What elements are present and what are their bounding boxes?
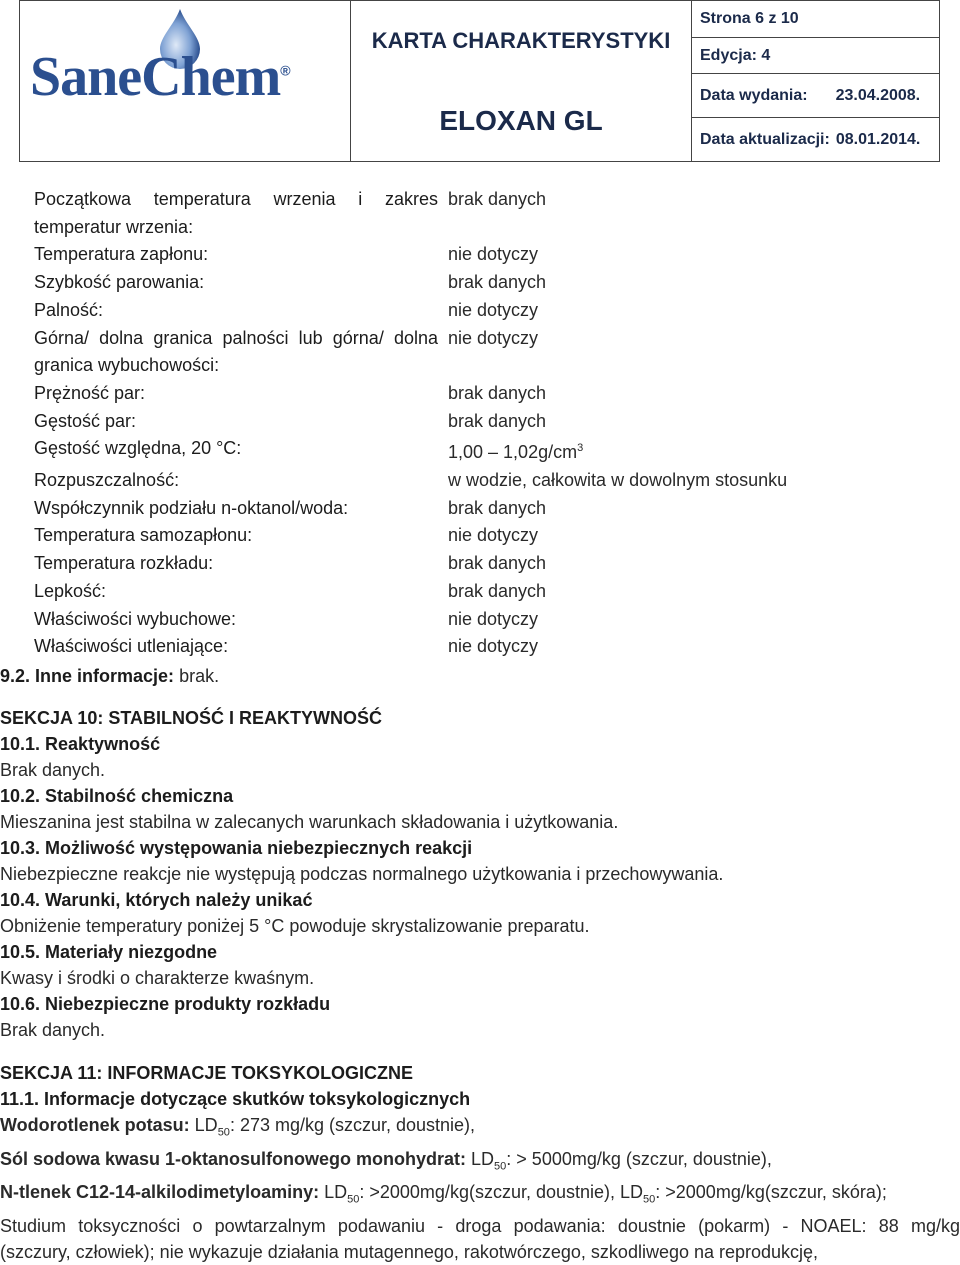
property-label: Lepkość: — [34, 580, 107, 601]
subsection-heading: 11.1. Informacje dotyczące skutków toksykologicznych — [0, 1089, 471, 1109]
property-row — [34, 550, 934, 578]
property-label: Temperatura samozapłonu: — [34, 525, 253, 546]
section-10-title: SEKCJA 10: STABILNOŚĆ I REAKTYWNOŚĆ — [0, 708, 383, 728]
substance-name: Wodorotlenek potasu: — [0, 1115, 190, 1135]
property-value: brak danych — [448, 497, 547, 518]
subsection-text: Brak danych. — [0, 760, 106, 780]
subsection-heading: 10.1. Reaktywność — [0, 734, 161, 754]
property-label: Temperatura rozkładu: — [34, 553, 214, 574]
property-label: Gęstość względna, 20 °C: — [34, 438, 242, 459]
logo-cell — [20, 1, 351, 161]
property-row — [34, 606, 934, 634]
property-label: Gęstość par: — [34, 410, 137, 431]
subsection-heading: 10.4. Warunki, których należy unikać — [0, 890, 313, 910]
property-value — [438, 435, 583, 467]
subsection-text: Niebezpieczne reakcje nie występują podczas normalnego użytkowania i przechowywania. — [0, 864, 724, 884]
other-info-label: 9.2. Inne informacje: — [0, 666, 175, 686]
property-label: Prężność par: — [34, 382, 146, 403]
property-value: nie dotyczy — [448, 327, 539, 348]
subsection-heading: 10.2. Stabilność chemiczna — [0, 786, 234, 806]
substance-name: N-tlenek C12-14-alkilodimetyloaminy: — [0, 1182, 320, 1203]
section-10 — [0, 705, 960, 1043]
property-label: Właściwości utleniające: — [34, 636, 229, 657]
tox-study-line: Studium toksyczności o powtarzalnym podawaniu - droga podawania: doustnie (pokarm) - NOAEL: 88 mg/kg — [0, 1215, 960, 1236]
property-row — [34, 467, 934, 495]
update-date-row — [692, 118, 939, 161]
property-value: brak danych — [448, 553, 547, 574]
tox-study-line: (szczury, człowiek); nie wykazuje działania mutagennego, rakotwórczego, szkodliwego na reprodukcję, — [0, 1241, 819, 1262]
property-value: nie dotyczy — [448, 636, 539, 657]
property-value: brak danych — [448, 272, 547, 293]
issue-date-label: Data wydania: — [700, 86, 808, 104]
property-value: w wodzie, całkowita w dowolnym stosunku — [448, 470, 788, 491]
section-11-title: SEKCJA 11: INFORMACJE TOKSYKOLOGICZNE — [0, 1063, 414, 1083]
other-info — [0, 663, 960, 689]
property-value: brak danych — [448, 580, 547, 601]
density-unit-exponent: 3 — [577, 442, 584, 455]
property-label: Początkowa temperatura wrzenia i zakres temperatur wrzenia: — [34, 189, 438, 237]
section-11 — [0, 1060, 960, 1265]
property-value: nie dotyczy — [448, 608, 539, 629]
subsection-heading: 10.5. Materiały niezgodne — [0, 942, 218, 962]
ld-label: LD — [319, 1182, 348, 1203]
property-label: Współczynnik podziału n-oktanol/woda: — [34, 497, 349, 518]
ld-value: : >2000mg/kg(szczur, doustnie), LD — [359, 1182, 644, 1203]
property-row — [34, 269, 934, 297]
property-value: brak danych — [448, 382, 547, 403]
title-cell — [351, 1, 692, 161]
property-row — [34, 380, 934, 408]
edition: Edycja: 4 — [692, 38, 939, 75]
product-name: ELOXAN GL — [439, 105, 603, 136]
ld-value: : 273 mg/kg (szczur, doustnie), — [229, 1115, 476, 1135]
ld-subscript: 50 — [217, 1126, 230, 1139]
tox-line-octanesulfonate — [0, 1146, 960, 1180]
issue-date: 23.04.2008. — [835, 86, 921, 104]
issue-date-row — [692, 74, 939, 118]
sanechem-logo: SaneChem® — [30, 46, 290, 108]
tox-line-potassium-hydroxide — [0, 1112, 960, 1146]
property-row — [34, 495, 934, 523]
property-value: brak danych — [448, 189, 547, 209]
update-date-label: Data aktualizacji: — [700, 130, 830, 148]
ld-label: LD — [189, 1115, 218, 1135]
property-row — [34, 186, 934, 241]
ld-value: : >2000mg/kg(szczur, skóra); — [655, 1182, 887, 1203]
subsection-heading: 10.3. Możliwość występowania niebezpiecznych reakcji — [0, 838, 473, 858]
property-label: Górna/ dolna granica palności lub górna/ dolna granica wybuchowości: — [34, 327, 438, 376]
property-label: Palność: — [34, 299, 104, 320]
property-row — [34, 578, 934, 606]
meta-cell — [692, 1, 939, 161]
subsection-text: Obniżenie temperatury poniżej 5 °C powoduje skrystalizowanie preparatu. — [0, 916, 590, 936]
property-row — [34, 633, 934, 661]
property-label: Temperatura zapłonu: — [34, 244, 209, 265]
property-label: Rozpuszczalność: — [34, 470, 180, 491]
property-row — [34, 408, 934, 436]
document-header — [19, 0, 940, 162]
property-row — [34, 325, 934, 380]
density-value: 1,00 – 1,02g/cm — [448, 442, 578, 463]
other-info-value: brak. — [174, 666, 220, 686]
update-date: 08.01.2014. — [835, 130, 921, 148]
ld-subscript: 50 — [643, 1193, 656, 1206]
document-type: KARTA CHARAKTERYSTYKI — [371, 28, 671, 53]
ld-subscript: 50 — [347, 1193, 360, 1206]
property-value: nie dotyczy — [448, 244, 539, 265]
ld-value: : > 5000mg/kg (szczur, doustnie), — [506, 1148, 772, 1169]
substance-name: Sól sodowa kwasu 1-oktanosulfonowego monohydrat: — [0, 1148, 467, 1169]
property-row — [34, 241, 934, 269]
property-row — [34, 435, 934, 467]
subsection-text: Mieszanina jest stabilna w zalecanych warunkach składowania i użytkowania. — [0, 812, 619, 832]
property-value: nie dotyczy — [448, 299, 539, 320]
subsection-heading: 10.6. Niebezpieczne produkty rozkładu — [0, 994, 331, 1014]
property-value: brak danych — [448, 410, 547, 431]
ld-label: LD — [466, 1148, 495, 1169]
property-label: Szybkość parowania: — [34, 272, 205, 293]
ld-subscript: 50 — [494, 1160, 507, 1173]
subsection-text: Kwasy i środki o charakterze kwaśnym. — [0, 968, 315, 988]
property-row — [34, 522, 934, 550]
subsection-text: Brak danych. — [0, 1020, 106, 1040]
property-value: nie dotyczy — [448, 525, 539, 546]
property-row — [34, 297, 934, 325]
page-number: Strona 6 z 10 — [692, 1, 939, 38]
properties-table — [34, 186, 934, 661]
tox-line-amine-oxide — [0, 1179, 960, 1213]
property-label: Właściwości wybuchowe: — [34, 608, 237, 629]
